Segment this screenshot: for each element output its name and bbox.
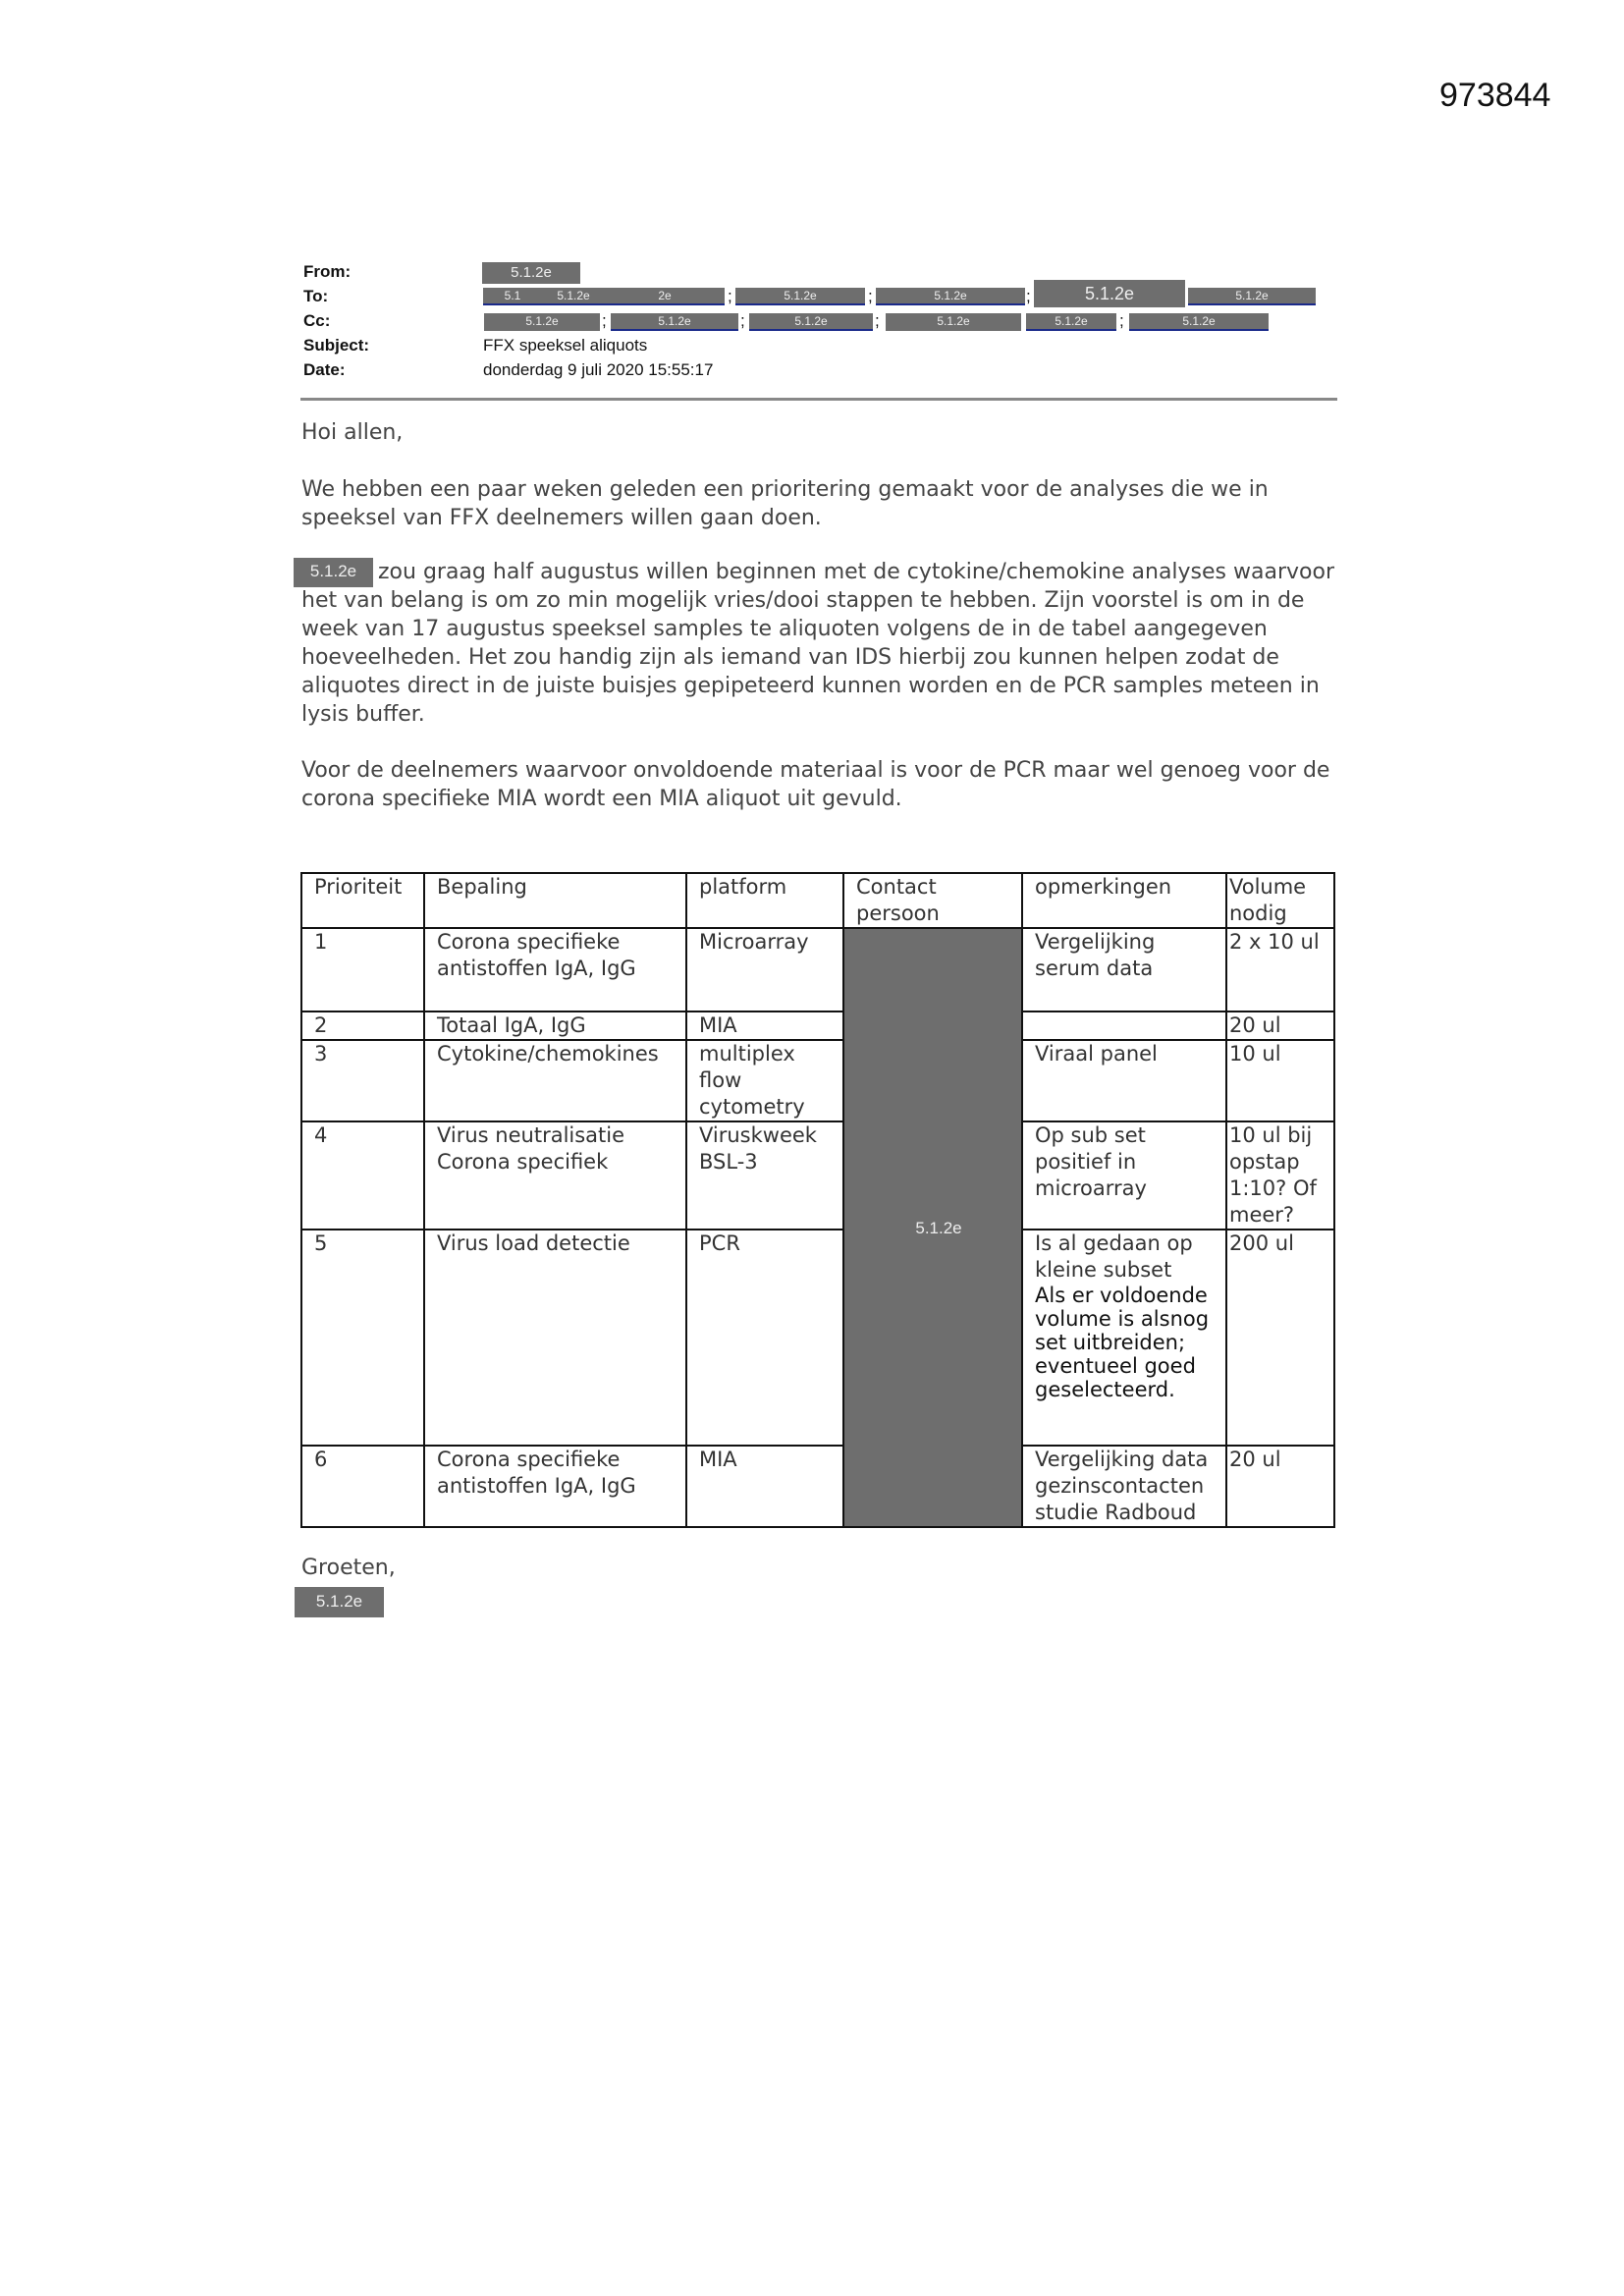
cell-prio: 4 <box>301 1121 424 1230</box>
cell-prio: 3 <box>301 1040 424 1121</box>
to-redaction: 2e <box>605 288 725 305</box>
cc-redaction: 5.1.2e <box>484 313 600 331</box>
from-redaction: 5.1.2e <box>482 262 580 284</box>
to-redaction: 5.1.2e <box>735 288 865 305</box>
cell-opmerkingen <box>1022 1230 1226 1446</box>
cell-platform: Microarray <box>686 928 843 1011</box>
header-prioriteit: Prioriteit <box>301 873 424 928</box>
cell-volume: 20 ul <box>1226 1011 1334 1040</box>
table-row <box>301 1040 1334 1121</box>
document-number: 973844 <box>1439 77 1551 114</box>
header-contact: Contact persoon <box>843 873 1022 928</box>
to-label: To: <box>303 287 329 305</box>
cell-bepaling: Virus neutralisatie Corona specifiek <box>424 1121 686 1230</box>
table-row <box>301 1446 1334 1527</box>
paragraph-3: Voor de deelnemers waarvoor onvoldoende materiaal is voor de PCR maar wel genoeg voor de corona specifieke MIA wordt een MIA aliquot uit gevuld. <box>301 758 1330 811</box>
closing: Groeten, <box>301 1556 396 1580</box>
cc-label: Cc: <box>303 311 331 330</box>
header-opmerkingen: opmerkingen <box>1022 873 1226 928</box>
table-header-row <box>301 873 1334 928</box>
to-redaction: 5.1 <box>483 288 542 305</box>
cell-bepaling: Totaal IgA, IgG <box>424 1011 686 1040</box>
header-bepaling: Bepaling <box>424 873 686 928</box>
cell-opmerkingen: Op sub set positief in microarray <box>1022 1121 1226 1230</box>
cc-redaction: 5.1.2e <box>611 313 738 331</box>
cell-prio: 6 <box>301 1446 424 1527</box>
cell-platform: MIA <box>686 1446 843 1527</box>
greeting: Hoi allen, <box>301 420 404 445</box>
cc-redaction: 5.1.2e <box>1026 313 1116 331</box>
paragraph-2-redaction: 5.1.2e <box>294 558 373 587</box>
separator: ; <box>1026 287 1031 305</box>
opmerking-text: Is al gedaan op kleine subset <box>1035 1231 1193 1282</box>
cc-redaction: 5.1.2e <box>1129 313 1269 331</box>
header-platform: platform <box>686 873 843 928</box>
header-divider <box>300 398 1337 401</box>
cell-volume: 10 ul bij opstap 1:10? Of meer? <box>1226 1121 1334 1230</box>
opmerking-extra-text: Als er voldoende volume is alsnog set uitbreiden; eventueel goed geselecteerd. <box>1035 1284 1210 1401</box>
cell-opmerkingen <box>1022 1011 1226 1040</box>
separator: ; <box>868 287 873 305</box>
paragraph-2: zou graag half augustus willen beginnen met de cytokine/chemokine analyses waarvoor het van belang is om zo min mogelijk vries/dooi stappen te hebben. Zijn voorstel is om in de week van 17 augustus speeksel samples te aliquoten volgens de in de tabel aangegeven hoeveelheden. Het zou handig zijn als iemand van IDS hierbij zou kunnen helpen zodat de aliquotes direct in de juiste buisjes gepipeteerd kunnen worden en de PCR samples meteen in lysis buffer. <box>301 560 1334 727</box>
cell-bepaling: Corona specifieke antistoffen IgA, IgG <box>424 1446 686 1527</box>
date-value: donderdag 9 juli 2020 15:55:17 <box>483 360 714 379</box>
signature-redaction: 5.1.2e <box>295 1587 384 1617</box>
table-row <box>301 928 1334 1011</box>
cell-platform: multiplex flow cytometry <box>686 1040 843 1121</box>
paragraph-1: We hebben een paar weken geleden een prioritering gemaakt voor de analyses die we in speeksel van FFX deelnemers willen gaan doen. <box>301 477 1269 530</box>
cell-opmerkingen: Viraal panel <box>1022 1040 1226 1121</box>
to-redaction: 5.1.2e <box>876 288 1025 305</box>
table-row <box>301 1230 1334 1446</box>
date-label: Date: <box>303 360 346 379</box>
separator: ; <box>740 311 745 330</box>
priority-table <box>300 872 1335 1528</box>
table-row <box>301 1011 1334 1040</box>
cell-volume: 200 ul <box>1226 1230 1334 1446</box>
separator: ; <box>875 311 880 330</box>
cell-platform: PCR <box>686 1230 843 1446</box>
cell-bepaling: Corona specifieke antistoffen IgA, IgG <box>424 928 686 1011</box>
cell-bepaling: Cytokine/chemokines <box>424 1040 686 1121</box>
contact-redaction-label: 5.1.2e <box>915 1219 962 1237</box>
cell-volume: 20 ul <box>1226 1446 1334 1527</box>
cell-opmerkingen: Vergelijking serum data <box>1022 928 1226 1011</box>
cell-prio: 2 <box>301 1011 424 1040</box>
cell-platform: MIA <box>686 1011 843 1040</box>
contact-redaction <box>843 928 1022 1527</box>
to-redaction: 5.1.2e <box>1034 280 1185 307</box>
table-row <box>301 1121 1334 1230</box>
cell-opmerkingen: Vergelijking data gezinscontacten studie Radboud <box>1022 1446 1226 1527</box>
to-redaction: 5.1.2e <box>542 288 605 305</box>
cell-volume: 2 x 10 ul <box>1226 928 1334 1011</box>
subject-value: FFX speeksel aliquots <box>483 336 648 355</box>
cell-prio: 5 <box>301 1230 424 1446</box>
subject-label: Subject: <box>303 336 370 355</box>
cell-bepaling: Virus load detectie <box>424 1230 686 1446</box>
separator: ; <box>728 287 732 305</box>
separator: ; <box>602 311 607 330</box>
cell-volume: 10 ul <box>1226 1040 1334 1121</box>
cc-redaction: 5.1.2e <box>749 313 873 331</box>
separator: ; <box>1119 311 1124 330</box>
cell-platform: Viruskweek BSL-3 <box>686 1121 843 1230</box>
to-redaction: 5.1.2e <box>1188 288 1316 305</box>
from-label: From: <box>303 262 352 281</box>
cc-redaction: 5.1.2e <box>886 313 1021 331</box>
header-volume: Volume nodig <box>1226 873 1334 928</box>
cell-prio: 1 <box>301 928 424 1011</box>
